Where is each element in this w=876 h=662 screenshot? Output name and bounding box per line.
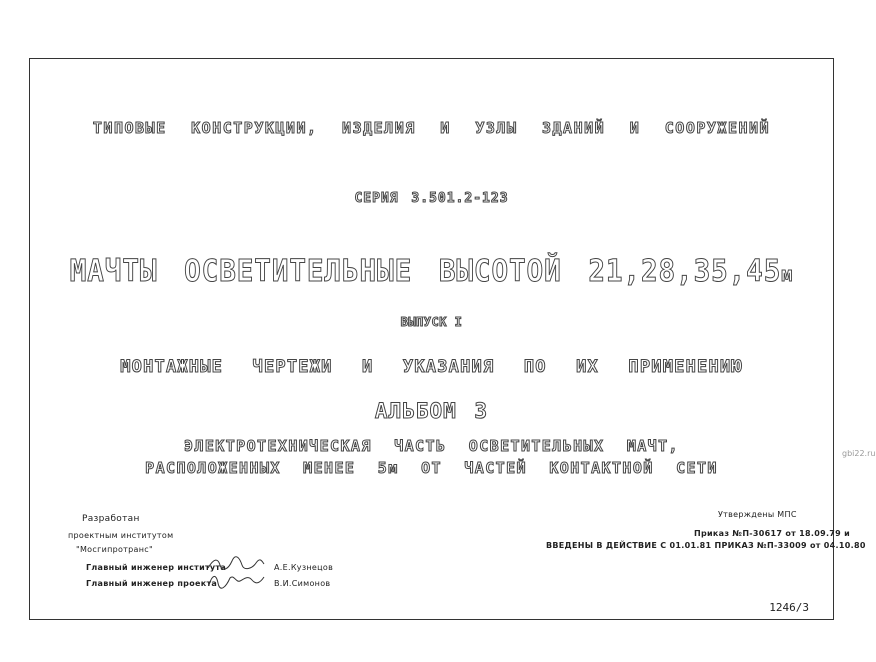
description-line-2: РАСПОЛОЖЕННЫХ МЕНЕЕ 5м ОТ ЧАСТЕЙ КОНТАКТНОЙ СЕТИ	[145, 459, 718, 477]
signature-2	[206, 571, 266, 589]
main-title-unit: м	[781, 262, 794, 286]
chief-engineer-institute-name: А.Е.Кузнецов	[274, 563, 334, 572]
developer-line-2: проектным институтом	[68, 531, 174, 540]
issue-label: ВЫПУСК I	[400, 315, 463, 329]
main-title	[62, 254, 801, 289]
approval-line-1: Утверждены МПС	[718, 510, 797, 519]
description-line-1: ЭЛЕКТРОТЕХНИЧЕСКАЯ ЧАСТЬ ОСВЕТИТЕЛЬНЫХ МАЧТ,	[184, 437, 679, 455]
sheet-number: 1246/3	[769, 601, 809, 614]
approval-line-2: Приказ №П-30617 от 18.09.79 и	[694, 529, 851, 538]
header-title: ТИПОВЫЕ КОНСТРУКЦИИ, ИЗДЕЛИЯ И УЗЛЫ ЗДАНИЙ И СООРУЖЕНИЙ	[92, 119, 771, 137]
chief-engineer-project-label: Главный инженер проекта	[86, 579, 218, 588]
developer-line-1: Разработан	[82, 514, 140, 524]
album-label: АЛЬБОМ 3	[374, 399, 489, 423]
approval-line-3: ВВЕДЕНЫ В ДЕЙСТВИЕ С 01.01.81 ПРИКАЗ №П-33009 от 04.10.80	[546, 541, 866, 550]
chief-engineer-institute-label: Главный инженер института	[86, 563, 227, 572]
series-label: СЕРИЯ 3.501.2-123	[354, 191, 509, 206]
subtitle: МОНТАЖНЫЕ ЧЕРТЕЖИ И УКАЗАНИЯ ПО ИХ ПРИМЕНЕНИЮ	[120, 357, 743, 377]
chief-engineer-project-name: В.И.Симонов	[274, 579, 331, 588]
watermark: gbi22.ru	[842, 449, 876, 458]
developer-line-3: "Мосгипротранс"	[76, 545, 153, 554]
main-title-text: МАЧТЫ ОСВЕТИТЕЛЬНЫЕ ВЫСОТОЙ 21,28,35,45	[69, 254, 782, 289]
